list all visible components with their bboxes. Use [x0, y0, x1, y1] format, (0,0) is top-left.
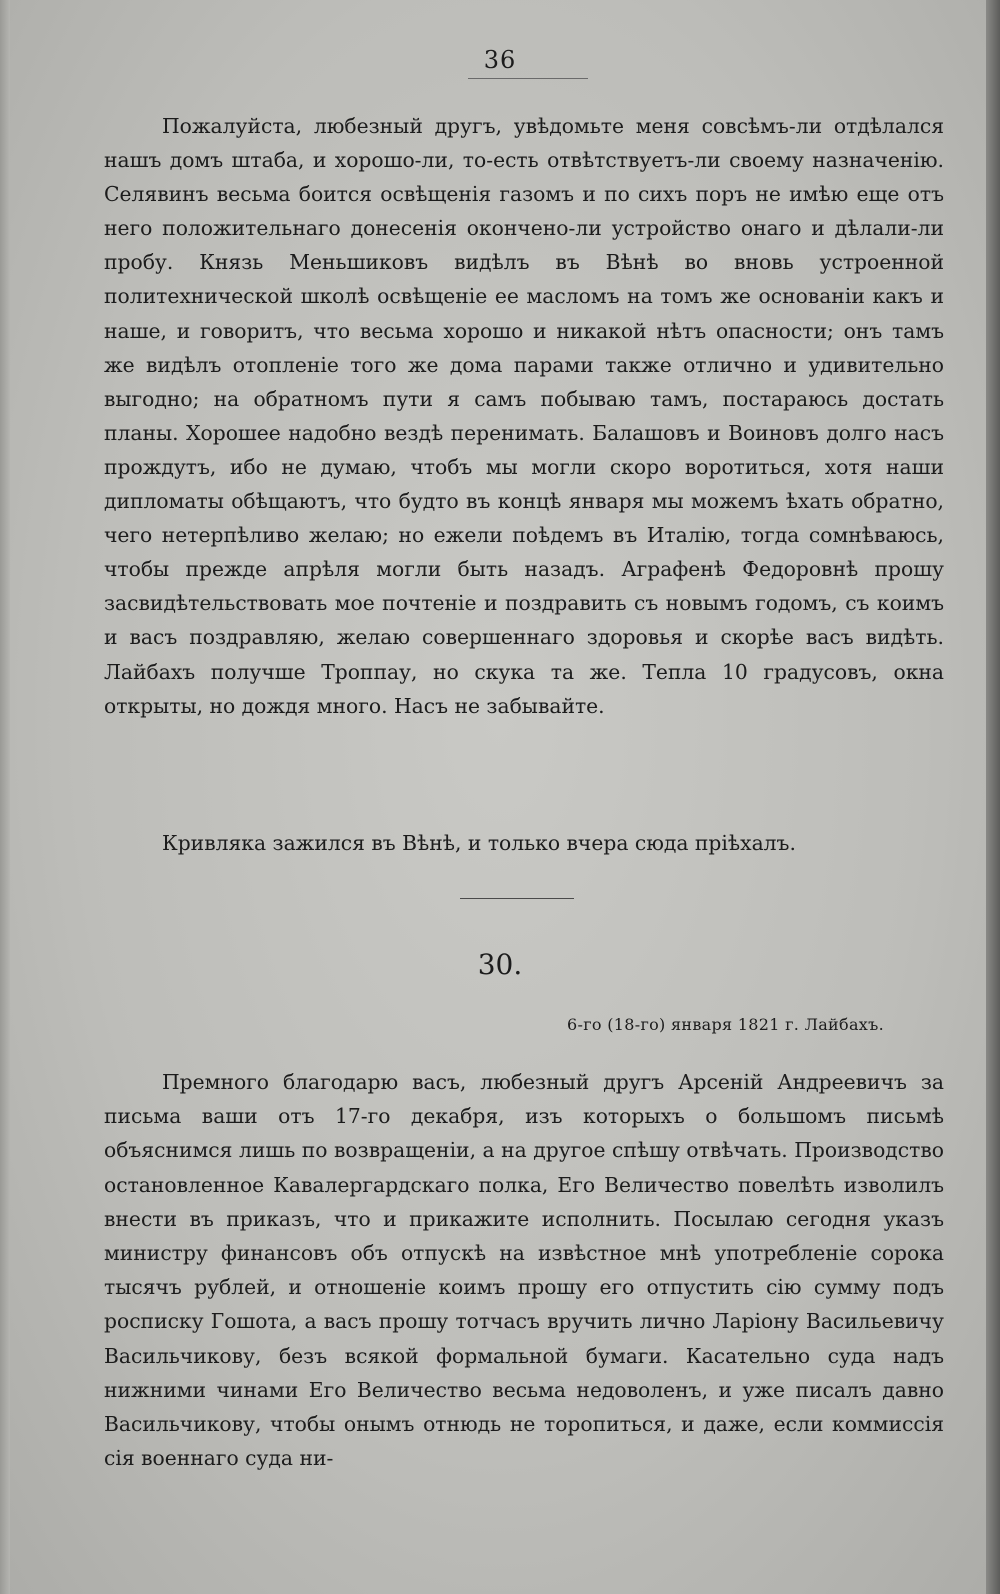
page-left-edge: [0, 0, 10, 1594]
letter-29-postscript: Кривляка зажился въ Вѣнѣ, и только вчера сюда пріѣхалъ.: [162, 831, 796, 855]
page-right-edge: [986, 0, 1000, 1594]
letter-30-paragraph: Премного благодарю васъ, любезный другъ Арсеній Андреевичъ за письма ваши отъ 17-го декабря, изъ которыхъ о большомъ письмѣ объяснимся лишь по возвращеніи, а на другое спѣшу отвѣчать. Произвoдство остановленное Кавалергардскаго полка, Его Величество повелѣть изволилъ внести въ приказъ, что и прикажите исполнить. Посылаю сегодня указъ министру финансовъ объ отпускѣ на извѣстное мнѣ употребленіе сорока тысячъ рублей, и отношеніе коимъ прошу его отпустить сію сумму подъ росписку Гошота, а васъ прошу тотчасъ вручить лично Ларіону Васильевичу Васильчикову, безъ всякой формальной бумаги. Касательно суда надъ нижними чинами Его Величество весьма недоволенъ, и уже писалъ давно Васильчикову, чтобы онымъ отнюдь не торопиться, и даже, если коммиссія сія военнаго суда ни-: [104, 1070, 944, 1471]
letter-dateline: 6-го (18-го) января 1821 г. Лайбахъ.: [567, 1015, 884, 1034]
letter-29-paragraph: Пожалуйста, любезный другъ, увѣдомьте меня совсѣмъ-ли отдѣлался нашъ домъ штаба, и хорошо-ли, то-есть отвѣтствуетъ-ли своему назначенію. Селявинъ весьма боится освѣщенія газомъ и по сихъ поръ не имѣю еще отъ него положительнаго донесенія окончено-ли устройство онаго и дѣлали-ли пробу. Князь Меньшиковъ видѣлъ въ Вѣнѣ во вновь устроенной политехнической школѣ освѣщеніе ее масломъ на томъ же основаніи какъ и наше, и говоритъ, что весьма хорошо и никакой нѣтъ опасности; онъ тамъ же видѣлъ отопленіе того же дома парами также отлично и удивительно выгодно; на обратномъ пути я самъ побываю тамъ, постараюсь достать планы. Хорошее надобно вездѣ перенимать. Балашовъ и Воиновъ долго насъ прождутъ, ибо не думаю, чтобъ мы могли скоро воротиться, хотя наши дипломаты обѣщаютъ, что будто въ концѣ января мы можемъ ѣхать обратно, чего нетерпѣливо желаю; но ежели поѣдемъ въ Италію, тогда сомнѣваюсь, чтобы прежде апрѣля могли быть назадъ. Аграфенѣ Федоровнѣ прошу засвидѣтельствовать мое почтеніе и поздравить съ новымъ годомъ, съ коимъ и васъ поздравляю, желаю совершеннаго здоровья и скорѣе васъ видѣть. Лайбахъ получше Троппау, но скука та же. Тепла 10 градусовъ, окна открыты, но дождя много. Насъ не забывайте.: [104, 114, 944, 718]
letter-29-body: [104, 109, 944, 723]
letter-number: 30.: [477, 948, 523, 981]
section-divider: [460, 898, 574, 899]
header-rule: [468, 78, 588, 79]
page-number: 36: [483, 46, 517, 74]
letter-30-body: [104, 1065, 944, 1475]
